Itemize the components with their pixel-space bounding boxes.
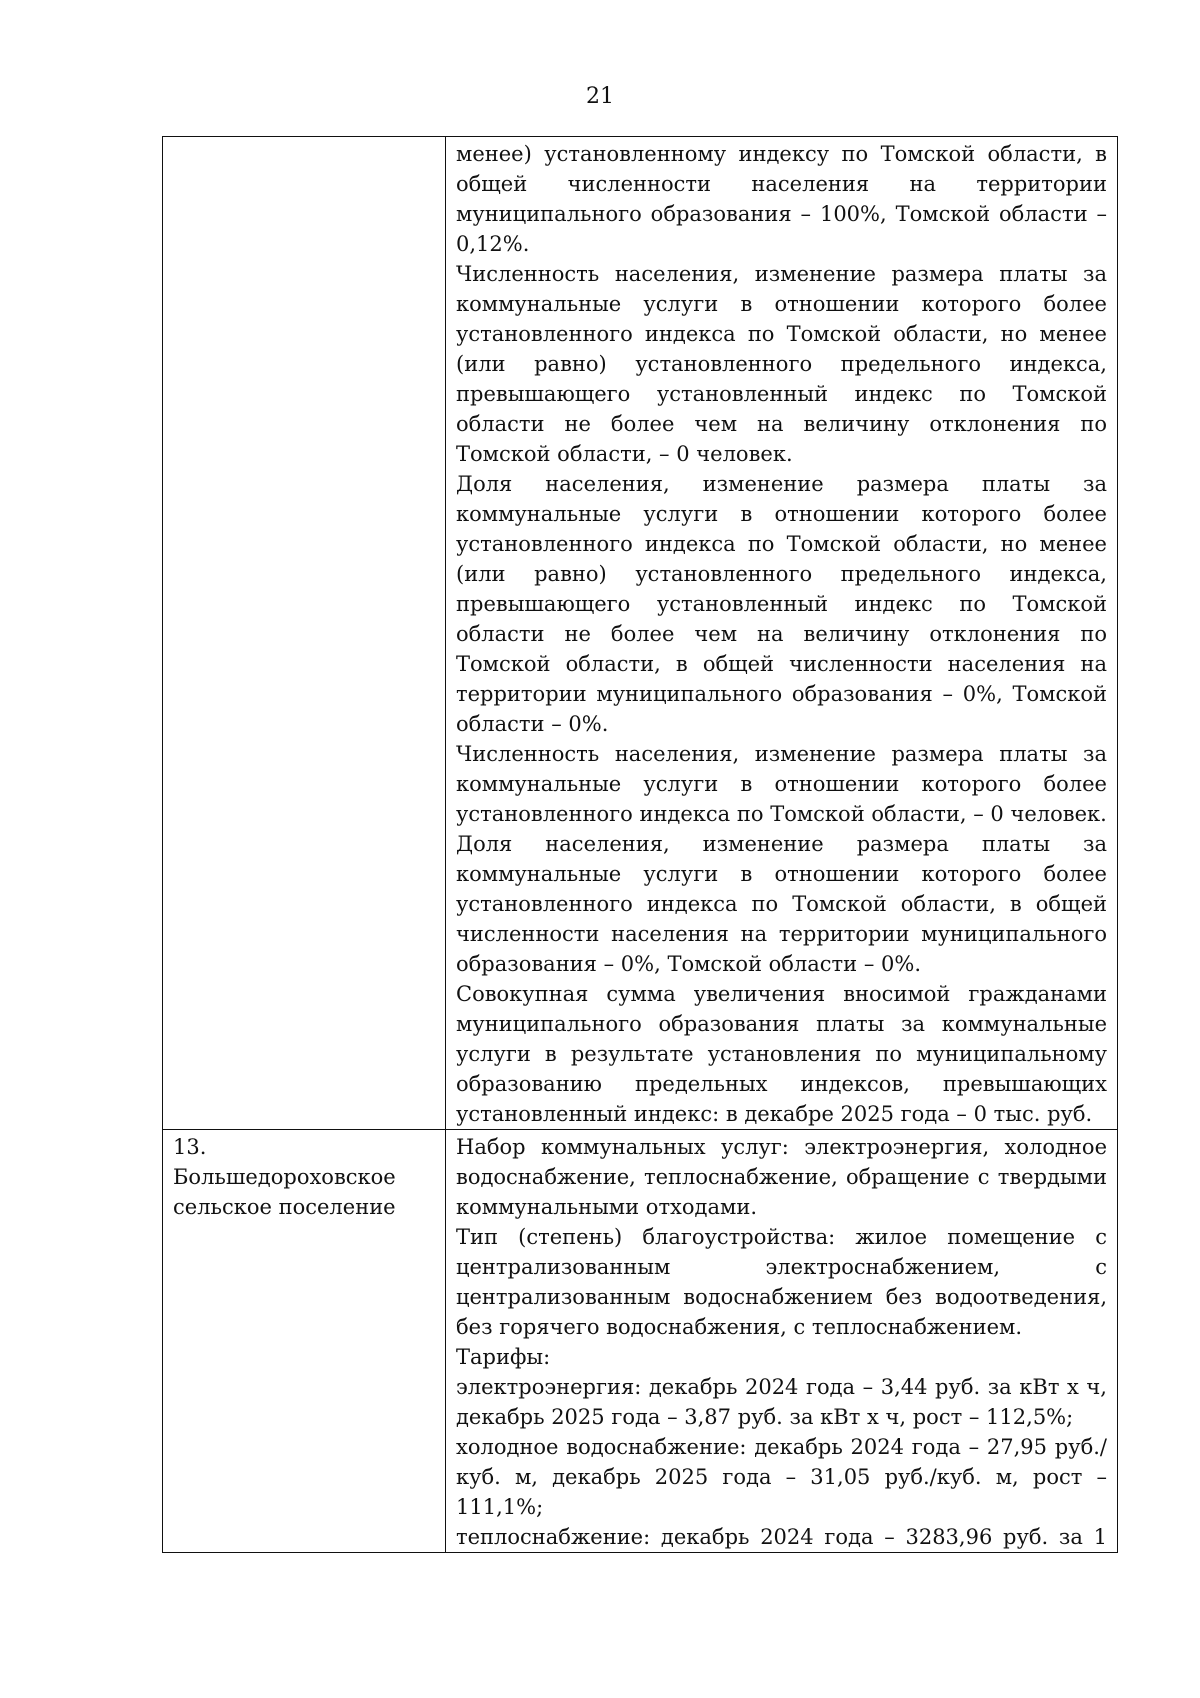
paragraph: теплоснабжение: декабрь 2024 года – 3283,96 руб. за 1	[456, 1525, 1107, 1549]
paragraph: Тарифы:	[456, 1345, 551, 1369]
page-number: 21	[586, 84, 614, 109]
paragraph: холодное водоснабжение: декабрь 2024 года – 27,95 руб./куб. м, декабрь 2025 года – 31,05 руб./куб. м, рост – 111,1%;	[456, 1435, 1107, 1519]
paragraph: Тип (степень) благоустройства: жилое помещение с централизованным электроснабжением, с централизованным водоснабжением без водоотведения, без горячего водоснабжения, с теплоснабжением.	[456, 1225, 1107, 1339]
paragraph: Доля населения, изменение размера платы за коммунальные услуги в отношении которого более установленного индекса по Томской области, в общей численности населения на территории муниципального образования – 0%, Томской области – 0%.	[456, 832, 1107, 976]
paragraph: Численность населения, изменение размера платы за коммунальные услуги в отношении которого более установленного индекса по Томской области, но менее (или равно) установленного предельного индекса, превышающего установленный индекс по Томской области не более чем на величину отклонения по Томской области, – 0 человек.	[456, 262, 1107, 466]
municipality-cell	[163, 1130, 446, 1553]
paragraph: Численность населения, изменение размера платы за коммунальные услуги в отношении которого более установленного индекса по Томской области, – 0 человек.	[456, 742, 1107, 826]
content-table	[162, 136, 1118, 1553]
paragraph: Доля населения, изменение размера платы за коммунальные услуги в отношении которого более установленного индекса по Томской области, но менее (или равно) установленного предельного индекса, превышающего установленный индекс по Томской области не более чем на величину отклонения по Томской области, в общей численности населения на территории муниципального образования – 0%, Томской области – 0%.	[456, 472, 1107, 736]
municipality-name: Большедороховское сельское поселение	[173, 1165, 396, 1219]
description-cell	[446, 1130, 1118, 1553]
paragraph: Набор коммунальных услуг: электроэнергия, холодное водоснабжение, теплоснабжение, обращение с твердыми коммунальными отходами.	[456, 1135, 1107, 1219]
municipality-cell	[163, 137, 446, 1130]
table-row	[163, 1130, 1118, 1553]
paragraph: Совокупная сумма увеличения вносимой гражданами муниципального образования платы за коммунальные услуги в результате установления по муниципальному образованию предельных индексов, превышающих установленный индекс: в декабре 2025 года – 0 тыс. руб.	[456, 982, 1107, 1126]
paragraph: электроэнергия: декабрь 2024 года – 3,44 руб. за кВт х ч, декабрь 2025 года – 3,87 руб. за кВт х ч, рост – 112,5%;	[456, 1375, 1107, 1429]
paragraph: менее) установленному индексу по Томской области, в общей численности населения на территории муниципального образования – 100%, Томской области – 0,12%.	[456, 142, 1107, 256]
description-cell	[446, 137, 1118, 1130]
table-row	[163, 137, 1118, 1130]
row-number: 13.	[173, 1135, 207, 1159]
